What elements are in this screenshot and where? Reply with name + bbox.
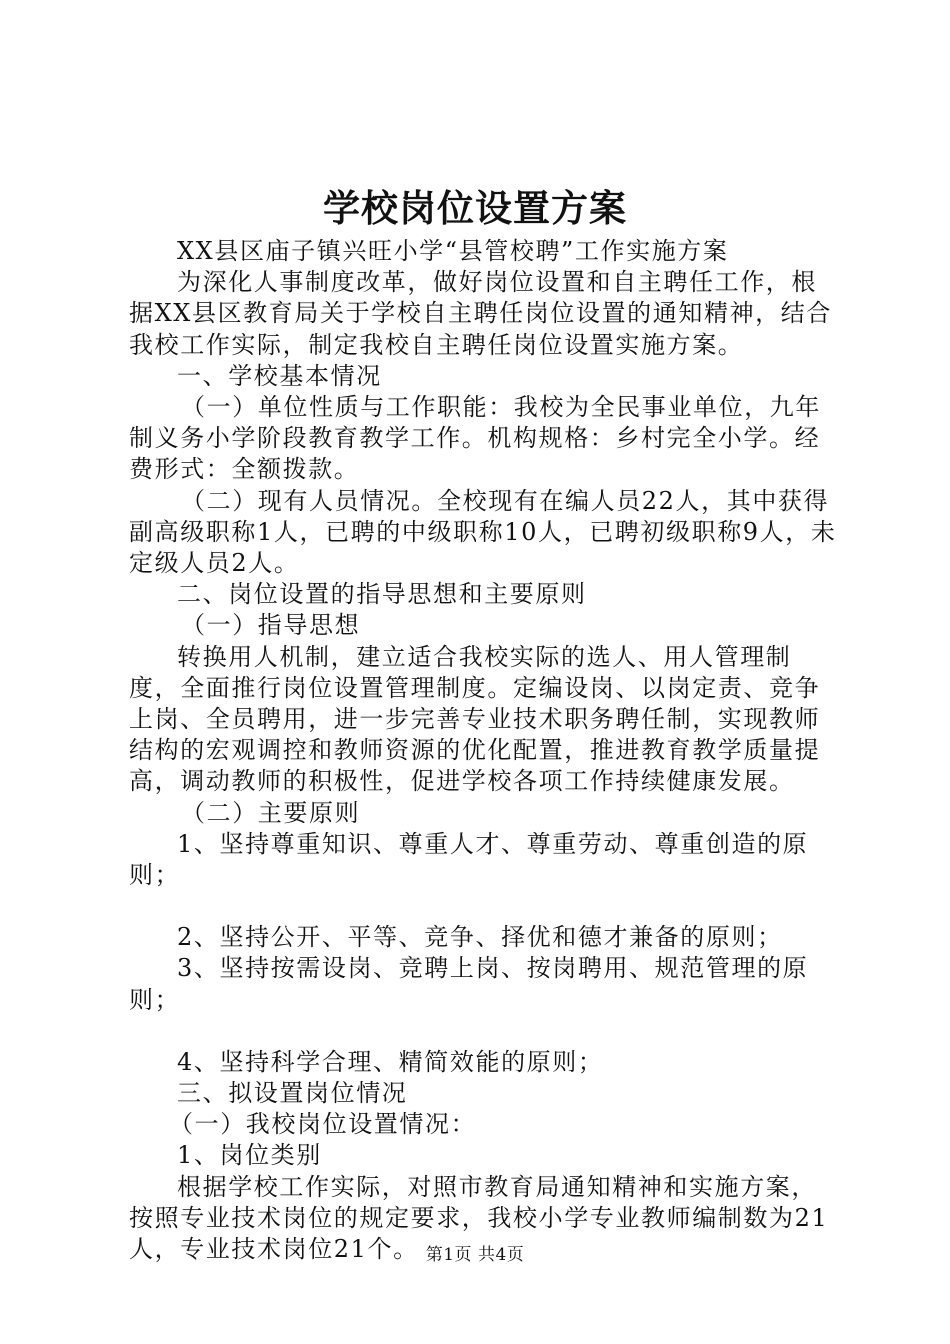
document-body	[129, 236, 842, 1265]
page-footer: 第1页 共4页	[425, 1245, 525, 1265]
principle-item-3: 3、坚持按需设岗、竞聘上岗、按岗聘用、规范管理的原则；	[129, 954, 809, 1014]
subsection-2-1: （一）指导思想	[181, 611, 361, 640]
principle-item-2: 2、坚持公开、平等、竞争、择优和德才兼备的原则；	[177, 923, 783, 952]
document-title: 学校岗位设置方案	[323, 186, 627, 230]
section-heading-2: 二、岗位设置的指导思想和主要原则	[177, 580, 587, 609]
subsection-1-1: （一）单位性质与工作职能：我校为全民事业单位，九年制义务小学阶段教育教学工作。机构规格：乡村完全小学。经费形式：全额拨款。	[129, 393, 821, 484]
intro-paragraph: 为深化人事制度改革，做好岗位设置和自主聘任工作，根据XX县区教育局关于学校自主聘任岗位设置的通知精神，结合我校工作实际，制定我校自主聘任岗位设置实施方案。	[129, 268, 832, 359]
subtitle-paragraph: XX县区庙子镇兴旺小学“县管校聘”工作实施方案	[177, 237, 729, 265]
section-heading-1: 一、学校基本情况	[177, 361, 382, 390]
blank-line	[129, 1016, 842, 1047]
blank-line	[129, 891, 842, 922]
guiding-thought-paragraph: 转换用人机制，建立适合我校实际的选人、用人管理制度，全面推行岗位设置管理制度。定编设岗、以岗定责、竞争上岗、全员聘用，进一步完善专业技术职务聘任制，实现教师结构的宏观调控和教师资源的优化配置，推进教育教学质量提高，调动教师的积极性，促进学校各项工作持续健康发展。	[129, 642, 821, 796]
principle-item-1: 1、坚持尊重知识、尊重人才、尊重劳动、尊重创造的原则；	[129, 829, 809, 890]
subsection-3-1: （一）我校岗位设置情况：	[169, 1110, 477, 1139]
post-category-paragraph: 根据学校工作实际，对照市教育局通知精神和实施方案，按照专业技术岗位的规定要求，我校小学专业教师编制数为21人，专业技术岗位21个。	[129, 1172, 829, 1264]
post-category-heading: 1、岗位类别	[177, 1141, 322, 1170]
subsection-1-2: （二）现有人员情况。全校现有在编人员22人，其中获得副高级职称1人，已聘的中级职称10人，已聘初级职称9人，未定级人员2人。	[129, 486, 837, 578]
subsection-2-2: （二）主要原则	[181, 798, 361, 827]
section-heading-3: 三、拟设置岗位情况	[177, 1079, 408, 1108]
principle-item-4: 4、坚持科学合理、精简效能的原则；	[177, 1047, 604, 1076]
